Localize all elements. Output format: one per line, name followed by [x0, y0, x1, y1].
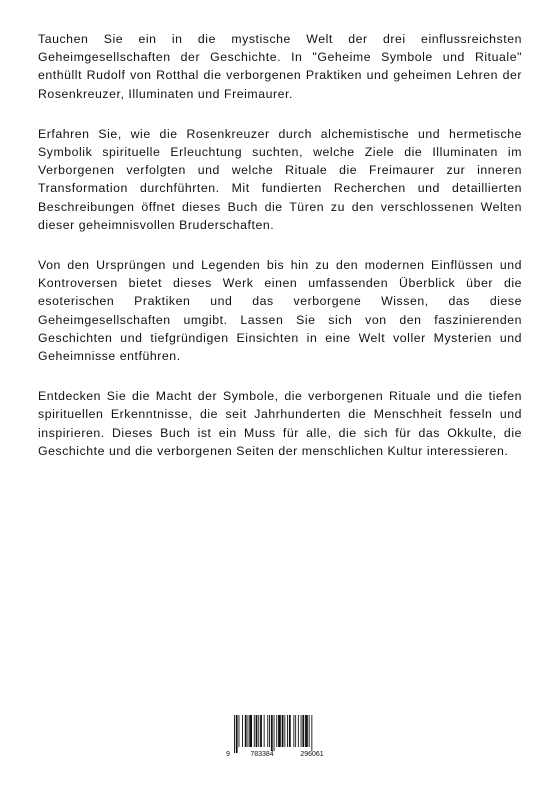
barcode-bar	[258, 715, 259, 747]
barcode-bar	[278, 715, 281, 747]
barcode-bar	[254, 715, 255, 747]
barcode-bar	[284, 715, 285, 747]
barcode-bar	[249, 715, 252, 747]
blurb-paragraph-2: Erfahren Sie, wie die Rosenkreuzer durch alchemistische und hermetische Symbolik spirituelle Erleuchtung suchten, welche Ziele die Illuminaten im Verborgenen verfolgten und welche Rituale die Freimaurer zur inneren Transformation durchführten. Mit fundierten Recherchen und detaillierten Beschreibungen öffnet dieses Buch die Türen zu den verschlossenen Welten dieser geheimnisvollen Bruderschaften.	[38, 126, 522, 232]
barcode-bar	[287, 715, 288, 747]
barcode-bar	[267, 715, 268, 747]
barcode-bar	[289, 715, 291, 747]
barcode-bar	[298, 715, 299, 747]
barcode-bar	[271, 715, 273, 753]
barcode-bar	[234, 715, 235, 753]
barcode-bar	[269, 715, 270, 747]
barcode-bar	[302, 715, 304, 747]
barcode-bar	[239, 715, 240, 747]
barcode-bar	[256, 715, 258, 747]
barcode-bar	[295, 715, 296, 747]
back-cover-text	[38, 30, 522, 482]
barcode-bar	[301, 715, 302, 747]
barcode-bar	[282, 715, 284, 747]
barcode-bar	[274, 715, 275, 753]
barcode-bar	[236, 715, 238, 753]
barcode-bar	[242, 715, 243, 747]
barcode-bar	[264, 715, 265, 747]
blurb-paragraph-4: Entdecken Sie die Macht der Symbole, die verborgenen Rituale und die tiefen spirituellen Erkenntnisse, die seit Jahrhunderten die Menschheit fesseln und inspirieren. Dieses Buch ist ein Muss für alle, die sich für das Okkulte, die Geschichte und die verborgenen Seiten der menschlichen Kultur interessieren.	[38, 389, 522, 458]
barcode-bar	[276, 715, 277, 747]
barcode-bar	[311, 715, 312, 753]
barcode-bar	[248, 715, 249, 747]
blurb-paragraph-1: Tauchen Sie ein in die mystische Welt der drei einflussreichsten Geheimgesellschaften der Geschichte. In "Geheime Symbole und Rituale" enthüllt Rudolf von Rotthal die verborgenen Praktiken und geheimen Lehren der Rosenkreuzer, Illuminaten und Freimaurer.	[38, 32, 522, 101]
barcode-bars	[226, 713, 334, 755]
barcode-bar	[305, 715, 308, 747]
barcode-bar	[245, 715, 247, 747]
barcode-digit-first: 9	[226, 751, 230, 758]
barcode-bar	[293, 715, 294, 747]
barcode-bar	[309, 715, 310, 747]
blurb-paragraph-3: Von den Ursprüngen und Legenden bis hin zu den modernen Einflüssen und Kontroversen bietet dieses Werk einen umfassenden Überblick über die esoterischen Praktiken und das verborgene Wissen, das diese Geheimgesellschaften umgibt. Lassen Sie sich von den faszinierenden Geschichten und tiefgründigen Einsichten in eine Welt voller Mysterien und Geheimnisse entführen.	[38, 258, 522, 364]
isbn-barcode	[226, 713, 334, 759]
barcode-digits-right: 296061	[290, 751, 334, 759]
barcode-bar	[260, 715, 262, 747]
barcode-digits-left: 783384	[240, 751, 284, 759]
